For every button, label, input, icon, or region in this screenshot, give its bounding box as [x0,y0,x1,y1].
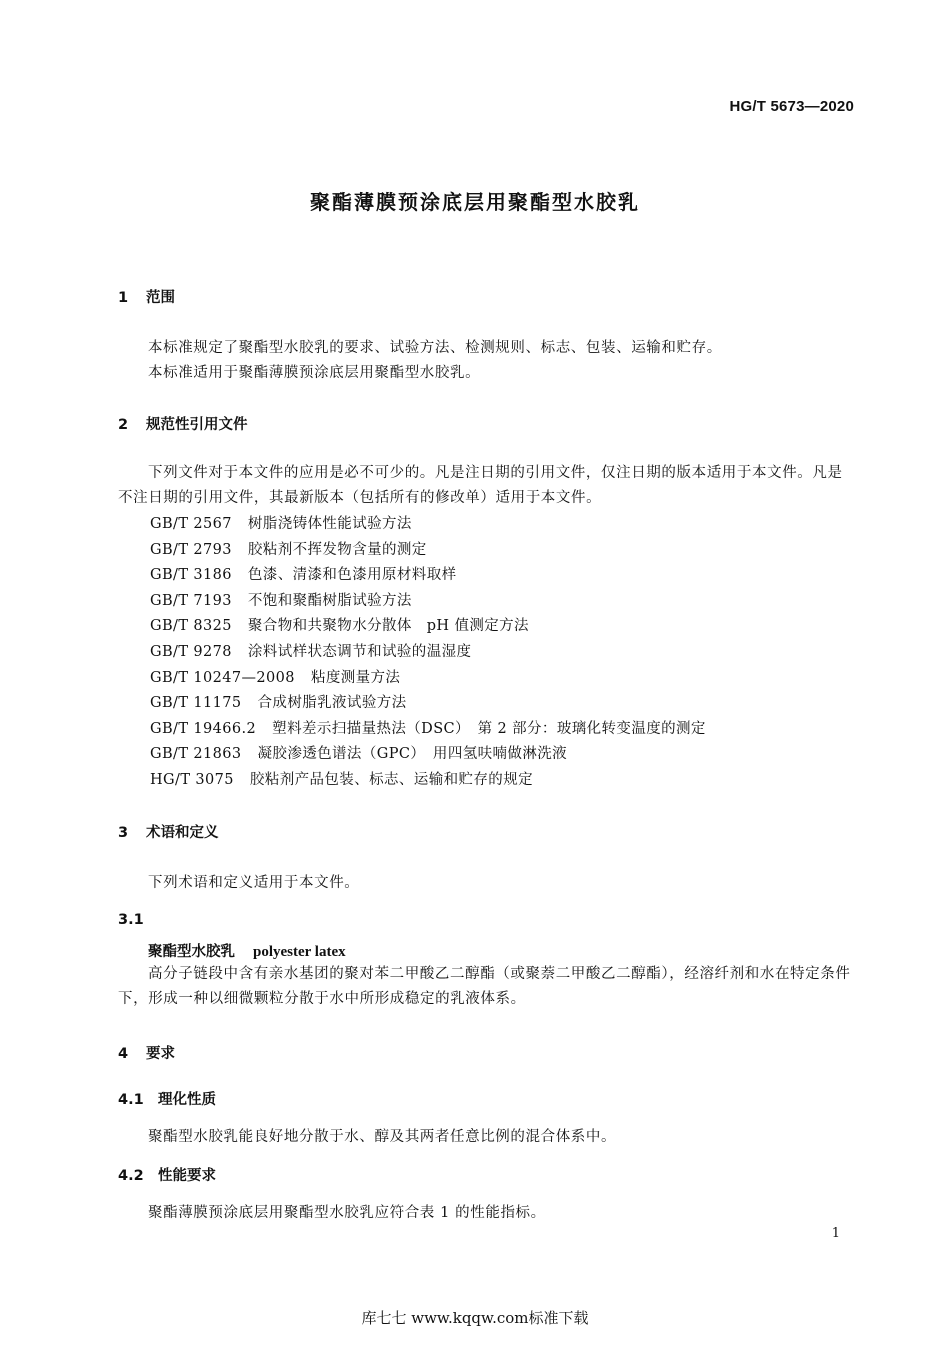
subsection-title: 性能要求 [158,1168,216,1184]
section-number: 1 [118,290,129,306]
reference-title: 粘度测量方法 [310,669,401,686]
paragraph: 本标准适用于聚酯薄膜预涂底层用聚酯型水胶乳。 [148,365,481,381]
reference-code: GB/T 9278 [150,643,232,660]
section-1-heading [118,286,175,307]
reference-code: GB/T 2567 [150,516,232,532]
reference-title: 色漆、清漆和色漆用原材料取样 [247,567,457,584]
section-number: 4 [118,1046,129,1062]
list-item [150,691,706,717]
section-4-heading [118,1042,175,1063]
paragraph: 聚酯型水胶乳能良好地分散于水、醇及其两者任意比例的混合体系中。 [148,1129,617,1145]
paragraph: 下列术语和定义适用于本文件。 [148,875,360,891]
subsection-4-1-heading [118,1088,216,1109]
reference-title: 树脂浇铸体性能试验方法 [247,516,412,532]
reference-code: GB/T 19466.2 [150,720,257,737]
paragraph: 本标准规定了聚酯型水胶乳的要求、试验方法、检测规则、标志、包装、运输和贮存。 [148,340,722,356]
subsection-number: 3.1 [118,912,144,928]
list-item [150,538,706,564]
standard-code: HG/T 5673—2020 [729,98,854,115]
list-item [150,640,706,666]
reference-title: 合成树脂乳液试验方法 [257,695,407,712]
list-item [150,742,706,768]
term-entry [148,940,346,961]
reference-title: 凝胶渗透色谱法（GPC） 用四氢呋喃做淋洗液 [257,746,568,763]
section-3-heading [118,821,219,842]
list-item [150,563,706,589]
page-number: 1 [831,1226,840,1241]
list-item [150,512,706,538]
list-item [150,717,706,743]
section-title: 范围 [146,290,175,306]
reference-title: 不饱和聚酯树脂试验方法 [247,592,412,609]
paragraph: 下列文件对于本文件的应用是必不可少的。凡是注日期的引用文件，仅注日期的版本适用于本文件。凡是不注日期的引用文件，其最新版本（包括所有的修改单）适用于本文件。 [118,465,843,506]
reference-code: GB/T 7193 [150,592,232,609]
subsection-number: 4.2 [118,1168,144,1184]
term-chinese: 聚酯型水胶乳 [148,944,235,960]
reference-code: GB/T 10247—2008 [150,669,295,686]
reference-title: 胶粘剂产品包装、标志、运输和贮存的规定 [249,771,534,788]
list-item [150,589,706,615]
list-item [150,614,706,640]
reference-title: 聚合物和共聚物水分散体 pH 值测定方法 [247,618,529,635]
list-item [150,768,706,794]
reference-code: GB/T 11175 [150,695,242,712]
section-title: 术语和定义 [146,825,219,841]
subsection-number: 4.1 [118,1092,144,1108]
subsection-4-2-heading [118,1164,216,1185]
list-item [150,666,706,692]
reference-code: GB/T 3186 [150,567,232,584]
section-number: 3 [118,825,129,841]
reference-code: GB/T 21863 [150,746,242,763]
reference-code: HG/T 3075 [150,771,234,788]
section-title: 要求 [146,1046,175,1062]
reference-list [150,512,706,794]
reference-title: 涂料试样状态调节和试验的温湿度 [247,643,472,660]
reference-title: 塑料差示扫描量热法（DSC） 第 2 部分：玻璃化转变温度的测定 [272,720,706,737]
section-2-heading [118,413,248,434]
section-number: 2 [118,417,129,433]
paragraph: 聚酯薄膜预涂底层用聚酯型水胶乳应符合表 1 的性能指标。 [148,1205,546,1221]
reference-code: GB/T 2793 [150,541,232,558]
document-title: 聚酯薄膜预涂底层用聚酯型水胶乳 [310,190,640,214]
subsection-title: 理化性质 [158,1092,216,1108]
section-title: 规范性引用文件 [146,417,248,433]
term-english: polyester latex [253,944,346,960]
reference-code: GB/T 8325 [150,618,232,635]
term-definition: 高分子链段中含有亲水基团的聚对苯二甲酸乙二醇酯（或聚萘二甲酸乙二醇酯），经溶纤剂和水在特定条件下，形成一种以细微颗粒分散于水中所形成稳定的乳液体系。 [118,966,851,1007]
reference-title: 胶粘剂不挥发物含量的测定 [247,541,427,558]
footer-watermark: 库七七 www.kqqw.com标准下载 [361,1309,589,1327]
